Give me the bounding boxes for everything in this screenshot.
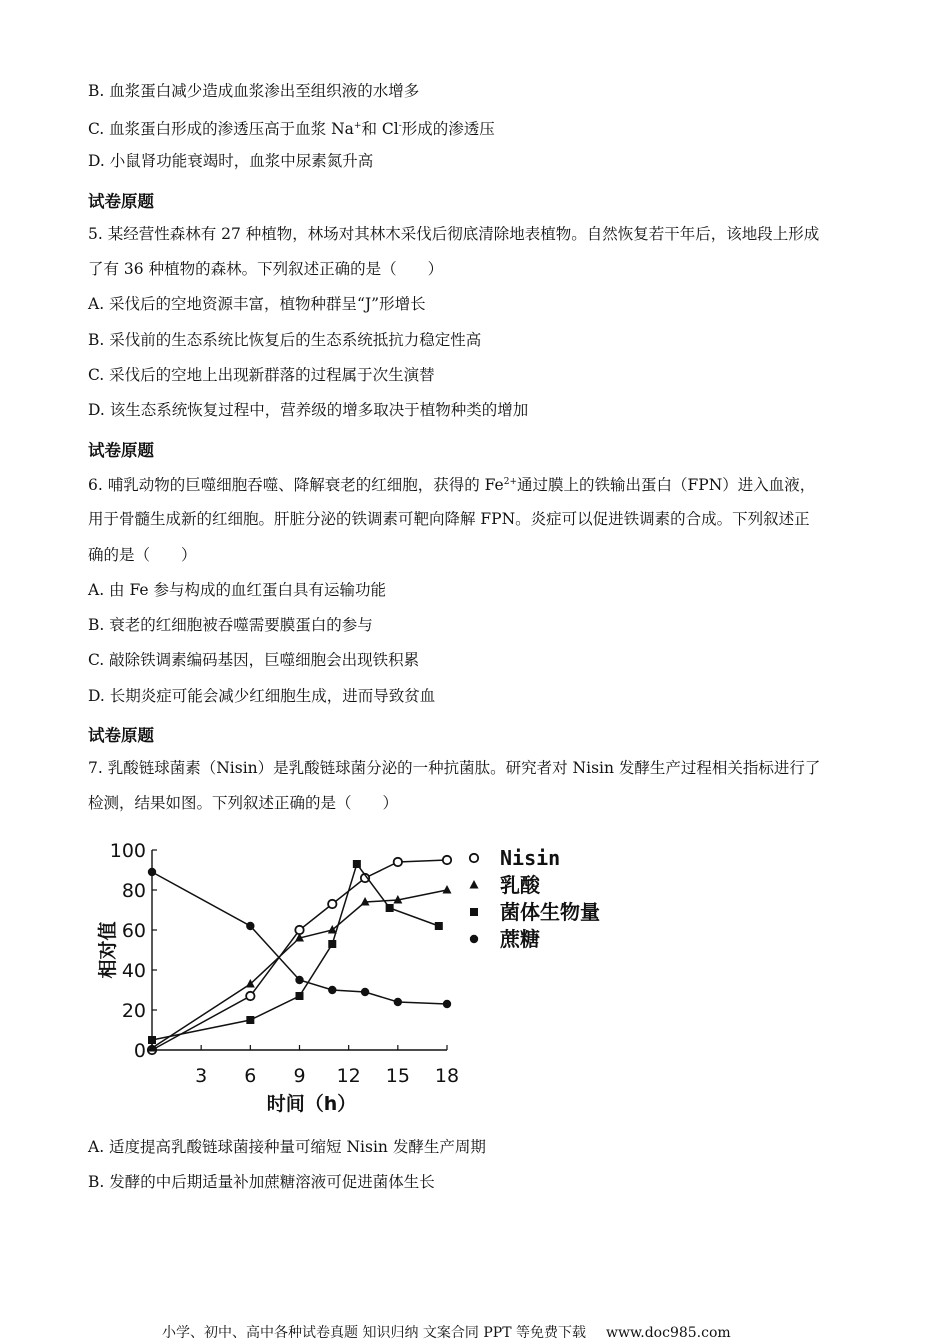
q5-option-c: C. 采伐后的空地上出现新群落的过程属于次生演替 (88, 366, 435, 384)
q7-stem: 7. 乳酸链球菌素（Nisin）是乳酸链球菌分泌的一种抗菌肽。研究者对 Nisin 发酵生产过程相关指标进行了 (88, 759, 821, 777)
data-point-square (386, 904, 394, 912)
data-point-filled-circle (361, 988, 369, 996)
q6-stem: 确的是（ ） (88, 546, 197, 564)
q4-option-b: B. 血浆蛋白减少造成血浆渗出至组织液的水增多 (88, 82, 420, 100)
data-point-square (353, 860, 361, 868)
legend-marker-triangle (470, 880, 479, 889)
series-line-triangle (152, 890, 447, 1048)
legend-label: 蔗糖 (500, 927, 540, 951)
data-point-square (328, 940, 336, 948)
legend-label: 乳酸 (500, 873, 540, 897)
data-point-filled-circle (246, 922, 254, 930)
data-point-triangle (443, 885, 452, 894)
legend-marker-square (470, 908, 478, 916)
q6-option-d: D. 长期炎症可能会减少红细胞生成，进而导致贫血 (88, 687, 436, 705)
x-tick-label: 6 (244, 1065, 257, 1087)
data-point-open-circle (246, 992, 254, 1000)
x-tick-label: 15 (385, 1065, 410, 1087)
x-tick-label: 3 (195, 1065, 208, 1087)
q7-option-a: A. 适度提高乳酸链球菌接种量可缩短 Nisin 发酵生产周期 (88, 1138, 486, 1156)
q5-option-d: D. 该生态系统恢复过程中，营养级的增多取决于植物种类的增加 (88, 401, 529, 419)
legend-label: Nisin (500, 846, 561, 870)
q6-option-c: C. 敲除铁调素编码基因，巨噬细胞会出现铁积累 (88, 651, 420, 669)
data-point-open-circle (443, 856, 451, 864)
y-tick-label: 0 (133, 1040, 146, 1062)
y-tick-label: 40 (121, 960, 146, 982)
legend-marker-filled-circle (470, 935, 478, 943)
q6-stem: 6. 哺乳动物的巨噬细胞吞噬、降解衰老的红细胞，获得的 $Fe^{2+}$通过膜上的铁输出蛋白（FPN）进入血液， (88, 476, 816, 494)
q5-option-b: B. 采伐前的生态系统比恢复后的生态系统抵抗力稳定性高 (88, 331, 482, 349)
q5-stem: 5. 某经营性森林有 27 种植物，林场对其林木采伐后彻底清除地表植物。自然恢复若干年后，该地段上形成 (88, 225, 820, 243)
series-line-open-circle (152, 860, 447, 1050)
data-point-square (246, 1016, 254, 1024)
footer (162, 1322, 731, 1342)
q6-option-b: B. 衰老的红细胞被吞噬需要膜蛋白的参与 (88, 616, 373, 634)
data-point-filled-circle (295, 976, 303, 984)
data-point-square (296, 992, 304, 1000)
data-point-open-circle (394, 858, 402, 866)
data-point-open-circle (295, 926, 303, 934)
data-point-filled-circle (443, 1000, 451, 1008)
q7-stem: 检测，结果如图。下列叙述正确的是（ ） (88, 794, 399, 812)
q5-option-a: A. 采伐后的空地资源丰富，植物种群呈“J”形增长 (88, 295, 426, 313)
y-tick-label: 100 (109, 840, 146, 862)
q4-option-d: D. 小鼠肾功能衰竭时，血浆中尿素氮升高 (88, 152, 374, 170)
data-point-open-circle (328, 900, 336, 908)
series-line-square (152, 864, 439, 1040)
q6-stem: 用于骨髓生成新的红细胞。肝脏分泌的铁调素可靶向降解 FPN。炎症可以促进铁调素的合成。下列叙述正 (88, 510, 810, 528)
q7-option-b: B. 发酵的中后期适量补加蔗糖溶液可促进菌体生长 (88, 1173, 435, 1191)
data-point-square (148, 1036, 156, 1044)
q6-option-a: A. 由 Fe 参与构成的血红蛋白具有运输功能 (88, 581, 386, 599)
fermentation-chart (92, 830, 632, 1120)
data-point-square (435, 922, 443, 930)
y-tick-label: 60 (121, 920, 146, 942)
footer-url[interactable]: www.doc985.com (605, 1325, 731, 1341)
x-tick-label: 18 (434, 1065, 460, 1087)
x-tick-label: 9 (293, 1065, 306, 1087)
legend-marker-open-circle (470, 854, 478, 862)
section-heading: 试卷原题 (88, 441, 154, 460)
data-point-filled-circle (394, 998, 402, 1006)
q5-stem: 了有 36 种植物的森林。下列叙述正确的是（ ） (88, 260, 444, 278)
data-point-filled-circle (148, 868, 156, 876)
y-tick-label: 20 (121, 1000, 146, 1022)
q4-option-c: C. 血浆蛋白形成的渗透压高于血浆 Na+和 Cl-形成的渗透压 (88, 120, 495, 138)
section-heading: 试卷原题 (88, 192, 154, 211)
y-tick-label: 80 (121, 880, 146, 902)
x-axis-label: 时间（h） (266, 1093, 357, 1115)
x-tick-label: 12 (336, 1065, 361, 1087)
y-axis-label: 相对值 (97, 921, 119, 979)
footer-text: 小学、初中、高中各种试卷真题 知识归纳 文案合同 PPT 等免费下载 (162, 1325, 586, 1341)
section-heading: 试卷原题 (88, 726, 154, 745)
legend-label: 菌体生物量 (500, 900, 600, 924)
data-point-filled-circle (328, 986, 336, 994)
